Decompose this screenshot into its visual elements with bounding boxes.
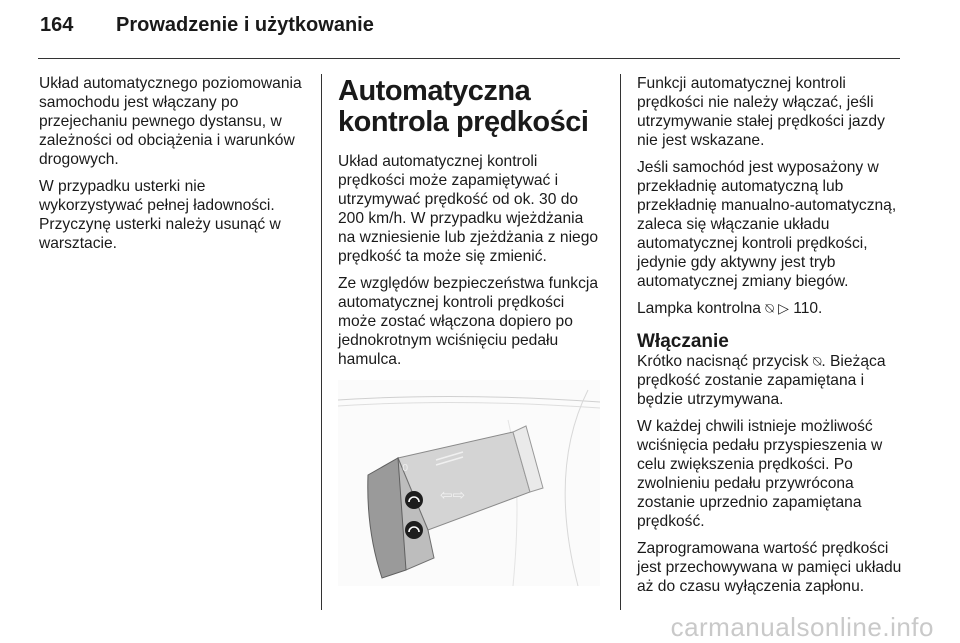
- arrow-icons: ⇦⇨: [440, 486, 466, 504]
- paragraph: W przypadku usterki nie wykorzystywać pełnej ładowności. Przyczynę usterki należy usunąć w warsztacie.: [39, 178, 281, 252]
- page-reference: 110.: [793, 300, 823, 317]
- paragraph: Funkcji automatycznej kontroli prędkości nie należy włączać, jeśli utrzymywanie stałej prędkości jazdy nie jest wskazane.: [637, 75, 885, 149]
- column-divider-right: [620, 74, 621, 610]
- lever-mark-zero: 0: [402, 463, 409, 474]
- lever-drawing: [338, 380, 600, 586]
- page-title: Prowadzenie i użytkowanie: [116, 14, 374, 36]
- column-left: [39, 74, 309, 261]
- paragraph: [637, 352, 905, 409]
- paragraph: Ze względów bezpieczeństwa funkcja automatycznej kontroli prędkości może zostać włączona dopiero po jednokrotnym wciśnięciu pedału hamulca.: [338, 275, 599, 368]
- column-right: [637, 74, 905, 604]
- page-header: [40, 14, 374, 37]
- paragraph: Układ automatycznego poziomowania samochodu jest włączany po przejechaniu pewnego dystansu, w zależności od obciążenia i warunków drogowych.: [39, 75, 302, 168]
- paragraph: [637, 299, 905, 318]
- header-rule: [38, 58, 900, 59]
- page-reference-icon: ▷: [778, 300, 789, 316]
- paragraph-text: Lampka kontrolna: [637, 300, 761, 317]
- column-middle: [338, 74, 604, 377]
- paragraph: W każdej chwili istnieje możliwość wciśnięcia pedału przyspieszenia w celu zwiększenia prędkości. Po zwolnieniu pedału przywrócona zostanie uprzednio zapamiętana prędkość.: [637, 418, 883, 530]
- cruise-control-lever-illustration: [338, 380, 600, 586]
- paragraph-text: . Bieżąca prędkość zostanie zapamiętana i będzie utrzymywana.: [637, 353, 886, 408]
- paragraph-text: Krótko nacisnąć przycisk: [637, 353, 809, 370]
- cruise-set-icon: [405, 491, 423, 509]
- watermark: carmanualsonline.info: [670, 612, 934, 642]
- paragraph: Układ automatycznej kontroli prędkości może zapamiętywać i utrzymywać prędkość od ok. 30 do 200 km/h. W przypadku wjeżdżania na wzniesienie lub zjeżdżania z niego prędkość ta może się zmienić.: [338, 153, 599, 265]
- paragraph: Jeśli samochód jest wyposażony w przekładnię automatyczną lub przekładnię manualno-automatyczną, zaleca się włączanie układu automatycznej kontroli prędkości, jedynie gdy aktywny jest tryb automatycznej zmiany biegów.: [637, 159, 897, 290]
- page-number: 164: [40, 14, 74, 36]
- cruise-control-icon: ⍉: [765, 300, 774, 316]
- paragraph: Zaprogramowana wartość prędkości jest przechowywana w pamięci układu aż do czasu wyłączenia zapłonu.: [637, 540, 902, 595]
- subheading: Włączanie: [637, 331, 729, 352]
- cruise-control-icon: ⍉: [812, 353, 822, 369]
- cruise-resume-icon: [405, 521, 423, 539]
- section-heading: Automatyczna kontrola prędkości: [338, 75, 589, 138]
- column-divider-left: [321, 74, 322, 610]
